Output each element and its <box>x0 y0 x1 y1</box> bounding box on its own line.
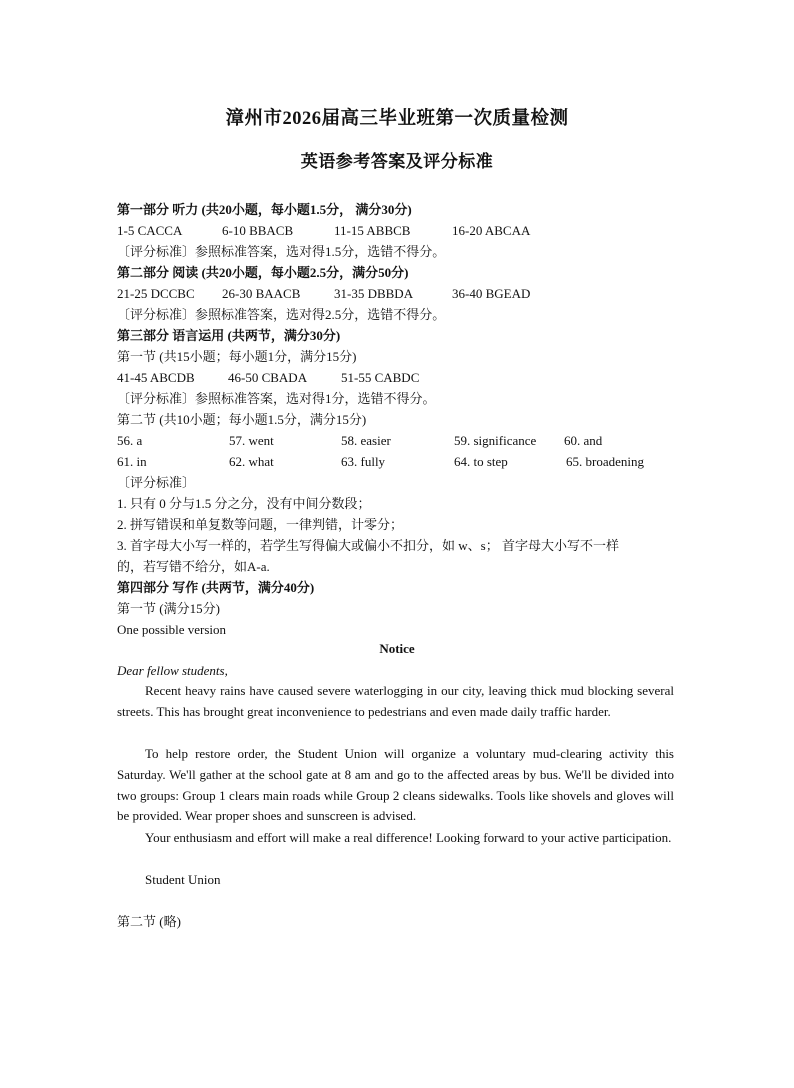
part3-section1-answer: 41-45 ABCDB <box>117 370 195 385</box>
part4-section2-heading: 第二节 (略) <box>117 914 181 929</box>
part3-section2-answer: 56. a <box>117 433 143 448</box>
part2-answer: 26-30 BAACB <box>222 286 301 301</box>
essay-paragraph: Recent heavy rains have caused severe waterlogging in our city, leaving thick mud blocking several streets. This has brought great inconvenience to pedestrians and even made daily traffic harder. <box>117 683 674 719</box>
part2-answer: 36-40 BGEAD <box>452 286 531 301</box>
part3-section2-answer: 62. what <box>229 454 274 469</box>
part3-heading: 第三部分 语言运用 (共两节，满分30分) <box>117 328 341 343</box>
essay-paragraph: To help restore order, the Student Union will organize a voluntary mud-clearing activity this Saturday. We'll gather at the school gate at 8 am and go to the affected areas by bus. We'll be divided into two groups: Group 1 clears main roads while Group 2 cleans sidewalks. Tools like shovels and gloves will be provided. Wear proper shoes and sunscreen is advised. <box>117 746 674 824</box>
part1-answer: 11-15 ABBCB <box>334 223 411 238</box>
document-title: 漳州市2026届高三毕业班第一次质量检测 <box>225 109 569 129</box>
part3-section2-answer: 64. to step <box>454 454 508 469</box>
part3-section1-answer: 51-55 CABDC <box>341 370 420 385</box>
notice-title: Notice <box>379 641 415 656</box>
part4-heading: 第四部分 写作 (共两节，满分40分) <box>117 580 315 595</box>
part3-rule-item: 3. 首字母大小写一样的，若学生写得偏大或偏小不扣分，如 w、s； 首字母大小写不一样 <box>117 538 619 553</box>
part3-section2-answer: 61. in <box>117 454 147 469</box>
part2-answer: 21-25 DCCBC <box>117 286 195 301</box>
part3-section2-answer: 57. went <box>229 433 274 448</box>
part3-rule-label: 〔评分标准〕 <box>117 475 196 490</box>
part1-answer: 1-5 CACCA <box>117 223 183 238</box>
part3-section1-answer: 46-50 CBADA <box>228 370 308 385</box>
part3-section1-heading: 第一节 (共15小题；每小题1分，满分15分) <box>117 349 357 364</box>
part3-rule-item: 的，若写错不给分，如A-a. <box>117 559 270 574</box>
part3-rule-item: 1. 只有 0 分与1.5 分之分，没有中间分数段； <box>117 496 371 511</box>
part3-rule-item: 2. 拼写错误和单复数等问题，一律判错，计零分； <box>117 517 404 532</box>
part1-heading: 第一部分 听力 (共20小题，每小题1.5分， 满分30分) <box>117 202 412 217</box>
part3-section1-rule: 〔评分标准〕参照标准答案，选对得1分，选错不得分。 <box>117 391 436 406</box>
part3-section2-heading: 第二节 (共10小题；每小题1.5分，满分15分) <box>117 412 367 427</box>
part3-section2-answer: 58. easier <box>341 433 391 448</box>
part3-section2-answer: 60. and <box>564 433 603 448</box>
salutation: Dear fellow students, <box>117 663 228 678</box>
document-subtitle: 英语参考答案及评分标准 <box>300 152 494 171</box>
part1-answer: 16-20 ABCAA <box>452 223 531 238</box>
part2-answer: 31-35 DBBDA <box>334 286 414 301</box>
part3-section2-answer: 63. fully <box>341 454 386 469</box>
part3-section2-answer: 59. significance <box>454 433 537 448</box>
part2-rule: 〔评分标准〕参照标准答案，选对得2.5分，选错不得分。 <box>117 307 446 322</box>
part1-rule: 〔评分标准〕参照标准答案，选对得1.5分，选错不得分。 <box>117 244 446 259</box>
part2-heading: 第二部分 阅读 (共20小题，每小题2.5分，满分50分) <box>117 265 409 280</box>
part1-answer: 6-10 BBACB <box>222 223 294 238</box>
part4-section1-heading: 第一节 (满分15分) <box>117 601 220 616</box>
signature: Student Union <box>145 872 221 887</box>
essay-paragraph: Your enthusiasm and effort will make a real difference! Looking forward to your active participation. <box>145 830 672 845</box>
version-label: One possible version <box>117 622 227 637</box>
part3-section2-answer: 65. broadening <box>566 454 644 469</box>
